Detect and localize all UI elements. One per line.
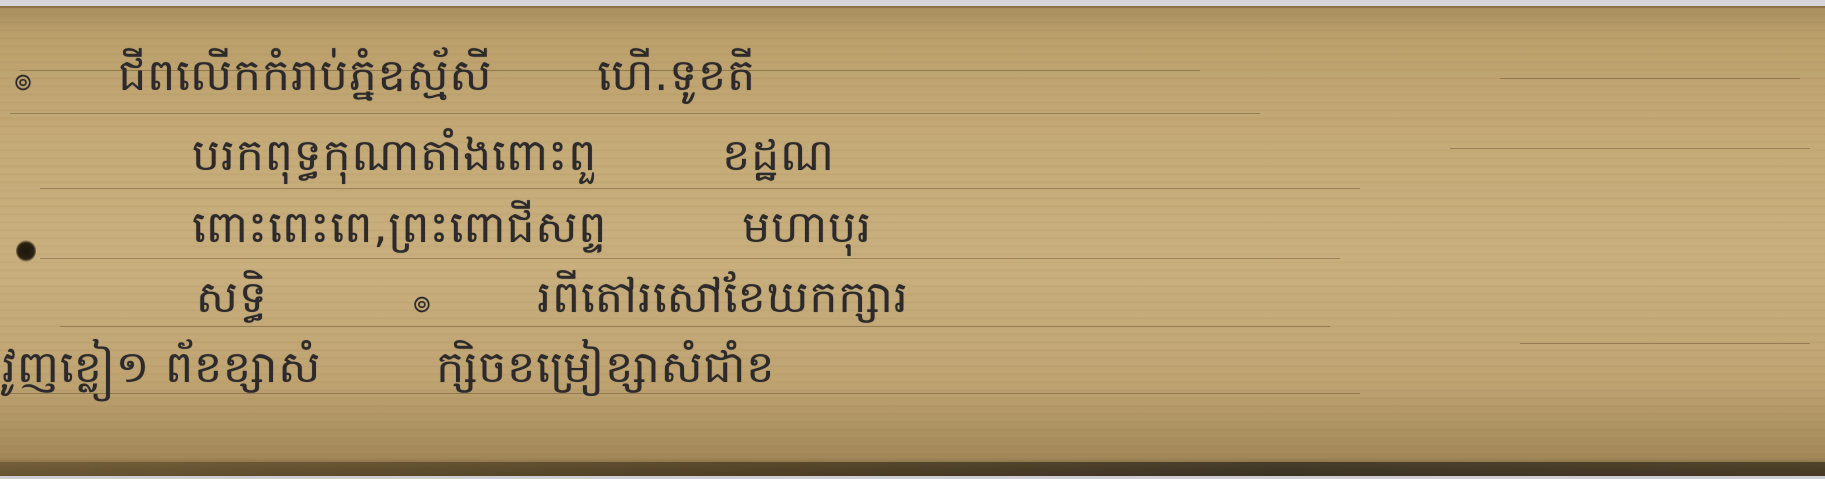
script-line-4 bbox=[196, 270, 909, 334]
text-segment: ខដ្ឋណ bbox=[722, 130, 835, 181]
script-line-2 bbox=[192, 128, 835, 192]
binding-hole bbox=[16, 240, 36, 262]
text-segment: រពីតៅរសៅខែឃកក្សារ bbox=[537, 272, 909, 323]
script-line-5 bbox=[2, 340, 775, 404]
line-marker: ๏ bbox=[412, 285, 433, 320]
text-segment: ជីពលើកកំរាប់ភ្នំឧស្ម័សី bbox=[118, 50, 493, 101]
text-segment: វូញខ្លៀ១ ព័ខខ្សាសំ bbox=[2, 342, 322, 393]
text-segment: ហើ.ទូខតី bbox=[597, 50, 757, 101]
text-segment: សទ្ធិ bbox=[196, 272, 268, 323]
text-segment: ពោះពេះពេ,ព្រះពោជីសព្ទ bbox=[192, 202, 608, 253]
ruling-line bbox=[1500, 78, 1800, 79]
line-marker: ๏ bbox=[14, 63, 34, 98]
palm-leaf bbox=[0, 6, 1825, 476]
ruling-line bbox=[1450, 148, 1810, 149]
script-line-3 bbox=[192, 200, 872, 264]
ruling-line bbox=[1520, 343, 1810, 344]
text-segment: ក្សិចខម្រៀខ្សាសំជាំខ bbox=[436, 342, 776, 393]
ruling-line bbox=[10, 113, 1260, 114]
text-segment: មហាបុរ bbox=[742, 202, 872, 253]
text-segment: បរកពុទ្ធកុណាតាំងពោះពួ bbox=[192, 130, 598, 181]
script-line-1 bbox=[14, 48, 756, 112]
